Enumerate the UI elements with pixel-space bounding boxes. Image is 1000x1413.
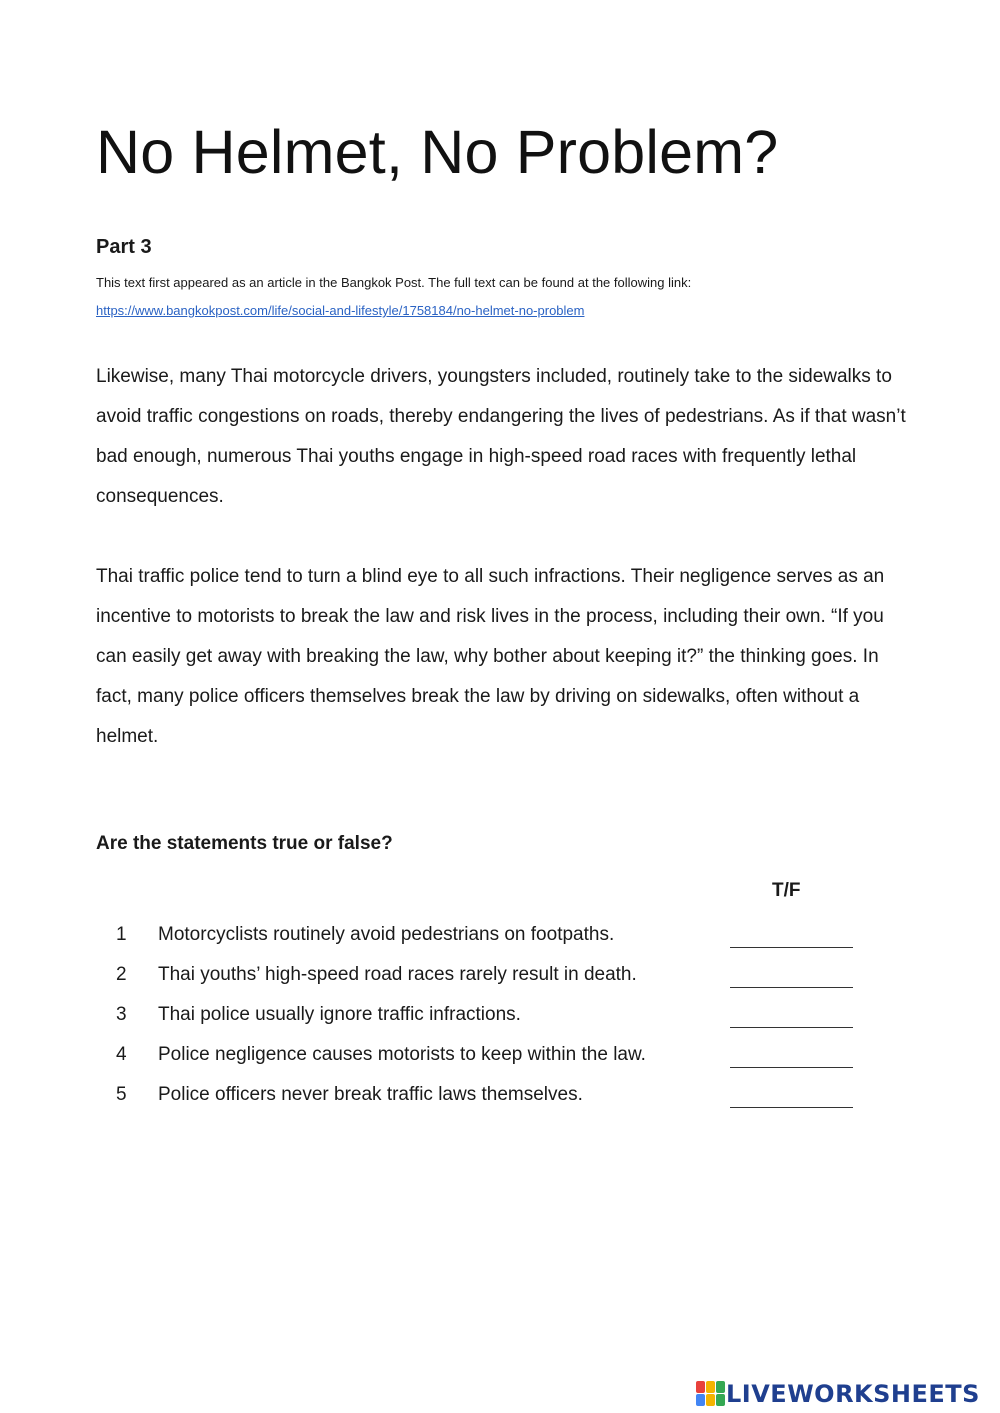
- statement-text: Thai youths’ high-speed road races rarely result in death.: [158, 964, 637, 985]
- answer-blank[interactable]: [730, 987, 853, 988]
- statement-item: [96, 995, 876, 1035]
- logo-tile: [696, 1394, 705, 1406]
- logo-text: LIVEWORKSHEETS: [726, 1380, 980, 1408]
- logo-tile: [716, 1394, 725, 1406]
- answer-blank[interactable]: [730, 947, 853, 948]
- statement-item: [96, 915, 876, 955]
- statement-item: [96, 955, 876, 995]
- liveworksheets-logo: [696, 1379, 980, 1409]
- statement-number: 4: [116, 1044, 127, 1065]
- answer-blank[interactable]: [730, 1107, 853, 1108]
- answer-column-header: T/F: [772, 880, 801, 901]
- logo-tile: [706, 1394, 715, 1406]
- logo-tile: [706, 1381, 715, 1393]
- page-title: No Helmet, No Problem?: [96, 118, 779, 186]
- statement-number: 1: [116, 924, 127, 945]
- exercise-question: Are the statements true or false?: [96, 833, 393, 854]
- statement-text: Motorcyclists routinely avoid pedestrians on footpaths.: [158, 924, 615, 945]
- statement-text: Police negligence causes motorists to keep within the law.: [158, 1044, 646, 1065]
- source-link[interactable]: https://www.bangkokpost.com/life/social-and-lifestyle/1758184/no-helmet-no-problem: [96, 303, 585, 318]
- statement-item: [96, 1035, 876, 1075]
- answer-blank[interactable]: [730, 1027, 853, 1028]
- part-label: Part 3: [96, 236, 152, 258]
- statement-number: 5: [116, 1084, 127, 1105]
- statement-number: 3: [116, 1004, 127, 1025]
- statement-text: Thai police usually ignore traffic infractions.: [158, 1004, 521, 1025]
- answer-blank[interactable]: [730, 1067, 853, 1068]
- statement-item: [96, 1075, 876, 1115]
- source-note: This text first appeared as an article in the Bangkok Post. The full text can be found at the following link:: [96, 275, 692, 290]
- liveworksheets-logo-icon: [696, 1381, 724, 1407]
- logo-tile: [696, 1381, 705, 1393]
- statement-text: Police officers never break traffic laws themselves.: [158, 1084, 583, 1105]
- statement-number: 2: [116, 964, 127, 985]
- statement-list: [96, 915, 876, 1115]
- article-paragraph-1: Likewise, many Thai motorcycle drivers, youngsters included, routinely take to the sidewalks to avoid traffic congestions on roads, thereby endangering the lives of pedestrians. As if that wasn’t bad enough, numerous Thai youths engage in high-speed road races with frequently lethal consequences.: [96, 366, 906, 507]
- logo-tile: [716, 1381, 725, 1393]
- article-paragraph-2: Thai traffic police tend to turn a blind eye to all such infractions. Their negligence serves as an incentive to motorists to break the law and risk lives in the process, including their own. “If you can easily get away with breaking the law, why bother about keeping it?” the thinking goes. In fact, many police officers themselves break the law by driving on sidewalks, often without a helmet.: [96, 566, 885, 747]
